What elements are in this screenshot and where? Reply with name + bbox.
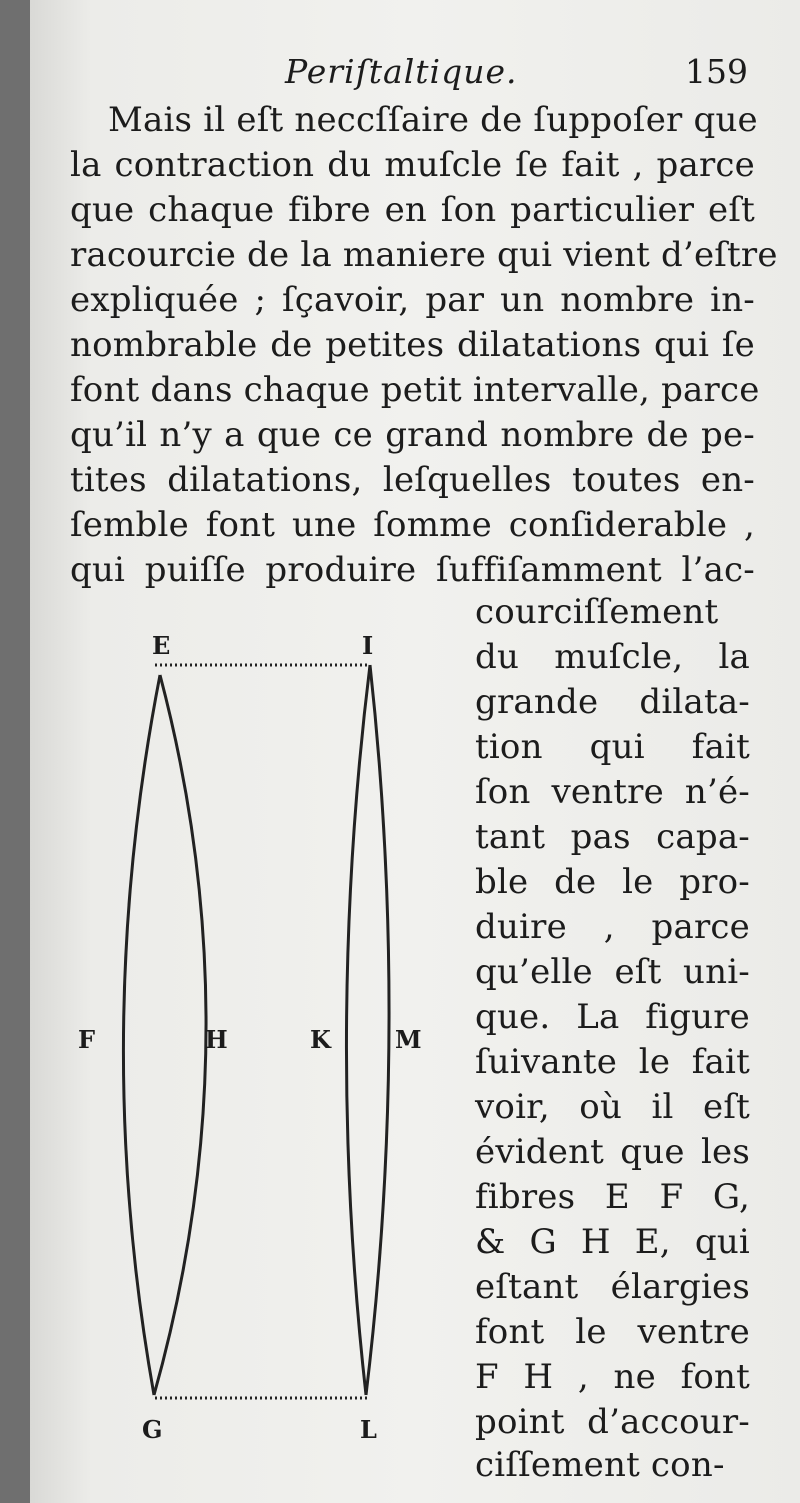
page-number: 159 [685, 52, 748, 91]
text-line: font le ventre [475, 1312, 750, 1352]
label-F: F [78, 1025, 96, 1054]
text-line: tites dilatations, leſquelles toutes en- [70, 460, 755, 500]
fiber-left-inner [154, 675, 206, 1395]
text-line: du muſcle, la [475, 637, 750, 677]
running-head: Periſtaltique. [285, 52, 518, 91]
text-line: Mais il eſt neccſſaire de ſuppoſer que [108, 100, 758, 140]
page-header [30, 52, 800, 100]
text-line: expliquée ; ſçavoir, par un nombre in- [70, 280, 755, 320]
text-line: ſemble font une ſomme conſiderable , [70, 505, 755, 545]
text-line: fibres E F G, [475, 1177, 750, 1217]
text-line: qui puiſſe produire ſuffiſamment l’ac- [70, 550, 755, 590]
text-line: ſon ventre n’é- [475, 772, 750, 812]
text-line: tant pas capa- [475, 817, 750, 857]
label-E: E [152, 631, 171, 660]
muscle-fiber-figure [70, 625, 470, 1455]
text-line: ble de le pro- [475, 862, 750, 902]
label-M: M [395, 1025, 422, 1054]
fiber-right-outer [346, 665, 370, 1395]
text-line: font dans chaque petit intervalle, parce [70, 370, 760, 410]
text-line: nombrable de petites dilatations qui ſe [70, 325, 755, 365]
text-line: courciſſement [475, 592, 719, 632]
text-line: grande dilata- [475, 682, 750, 722]
text-line: duire , parce [475, 907, 750, 947]
fiber-left-outer [123, 675, 160, 1395]
fiber-right-inner [366, 665, 389, 1395]
label-G: G [142, 1415, 163, 1444]
text-line: point d’accour- [475, 1402, 750, 1442]
text-line: la contraction du muſcle ſe fait , parce [70, 145, 755, 185]
label-K: K [310, 1025, 331, 1054]
text-line: eſtant élargies [475, 1267, 750, 1307]
text-line: voir, où il eſt [475, 1087, 750, 1127]
text-line: qu’elle eſt uni- [475, 952, 750, 992]
book-page [30, 0, 800, 1503]
text-line: qu’il n’y a que ce grand nombre de pe- [70, 415, 755, 455]
text-line: F H , ne font [475, 1357, 750, 1397]
text-line: racourcie de la maniere qui vient d’eſtre [70, 235, 778, 275]
text-line: ciſſement con- [475, 1445, 725, 1485]
text-line: que. La figure [475, 997, 750, 1037]
text-line: évident que les [475, 1132, 750, 1172]
text-line: ſuivante le fait [475, 1042, 750, 1082]
text-line: & G H E, qui [475, 1222, 750, 1262]
text-line: tion qui fait [475, 727, 750, 767]
text-line: que chaque fibre en ſon particulier eſt [70, 190, 755, 230]
label-L: L [360, 1415, 377, 1444]
label-H: H [205, 1025, 228, 1054]
label-I: I [362, 631, 374, 660]
